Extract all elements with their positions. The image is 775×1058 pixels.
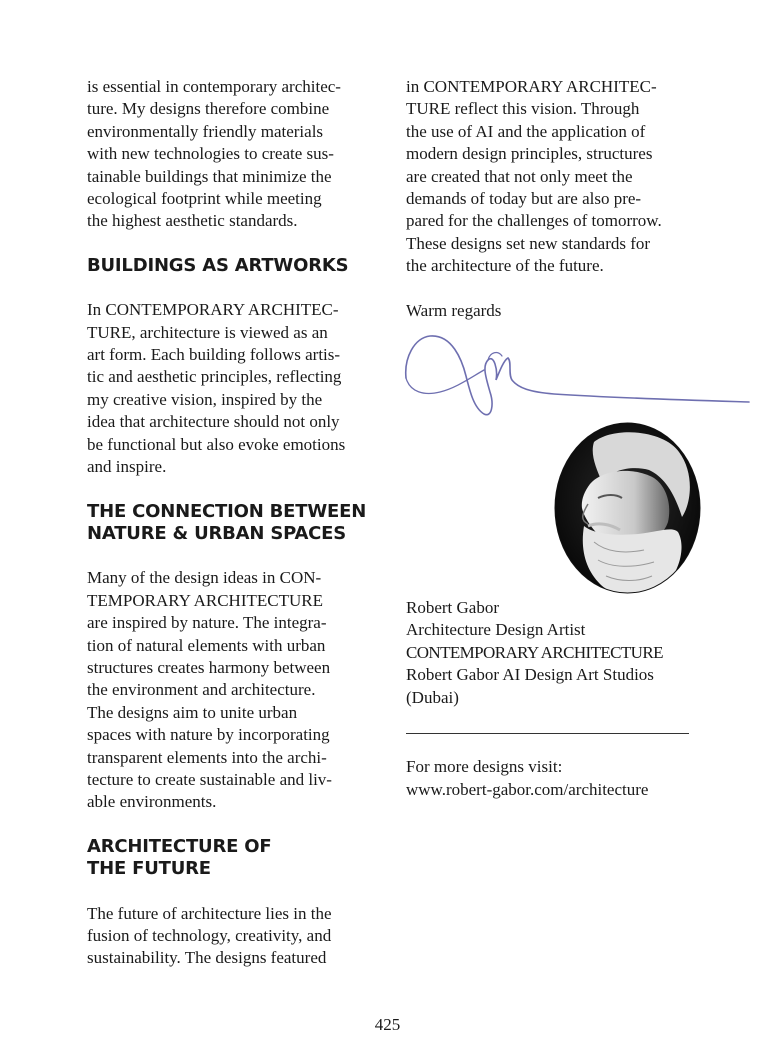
author-info bbox=[406, 597, 706, 709]
buildings-as-artworks-paragraph: In CONTEMPORARY ARCHITEC- TURE, architecture is viewed as an art form. Each building follows artis- tic and aesthetic principles, reflecting my creative vision, inspired by the idea that architecture should not only be functional but also evoke emotions and inspire. bbox=[87, 300, 346, 477]
author-project: CONTEMPORARY ARCHITECTURE bbox=[406, 642, 663, 662]
heading-buildings-as-artworks: BUILDINGS AS ARTWORKS bbox=[87, 254, 349, 276]
visit-block bbox=[406, 756, 706, 801]
visit-label: For more designs visit: bbox=[406, 757, 563, 777]
heading-architecture-of-the-future: ARCHITECTURE OF THE FUTURE bbox=[87, 835, 272, 880]
architecture-of-the-future-paragraph: The future of architecture lies in the fusion of technology, creativity, and sustainability. The designs featured bbox=[87, 903, 332, 968]
page-number: 425 bbox=[374, 1015, 401, 1034]
author-portrait bbox=[554, 422, 701, 594]
nature-urban-spaces-paragraph: Many of the design ideas in CON- TEMPORARY ARCHITECTURE are inspired by nature. The integra- tion of natural elements with urban structures creates harmony between the environment and architecture. The designs aim to unite urban spaces with nature by incorporating transparent elements into the archi- tecture to create sustainable and liv- able environments. bbox=[87, 568, 332, 812]
closing-text: Warm regards bbox=[406, 300, 502, 320]
intro-paragraph: is essential in contemporary architec- ture. My designs therefore combine environmentally friendly materials with new technologies to create sus- tainable buildings that minimize the ecological footprint while meeting the highest aesthetic standards. bbox=[87, 77, 341, 231]
divider-line bbox=[406, 733, 689, 734]
heading-nature-urban-spaces: THE CONNECTION BETWEEN NATURE & URBAN SPACES bbox=[87, 500, 367, 544]
signature-image bbox=[404, 330, 754, 420]
visit-url: www.robert-gabor.com/architecture bbox=[406, 779, 649, 799]
right-column bbox=[406, 76, 706, 801]
author-title: Architecture Design Artist bbox=[406, 620, 586, 640]
author-location: (Dubai) bbox=[406, 687, 459, 707]
portrait-container bbox=[406, 422, 706, 597]
continuation-paragraph: in CONTEMPORARY ARCHITEC- TURE reflect this vision. Through the use of AI and the application of modern design principles, structures are created that not only meet the demands of today but are also pre- pared for the challenges of tomorrow. These designs set new standards for the architecture of the future. bbox=[406, 77, 662, 276]
left-column bbox=[87, 76, 372, 970]
author-studio: Robert Gabor AI Design Art Studios bbox=[406, 665, 654, 685]
author-name: Robert Gabor bbox=[406, 598, 500, 618]
